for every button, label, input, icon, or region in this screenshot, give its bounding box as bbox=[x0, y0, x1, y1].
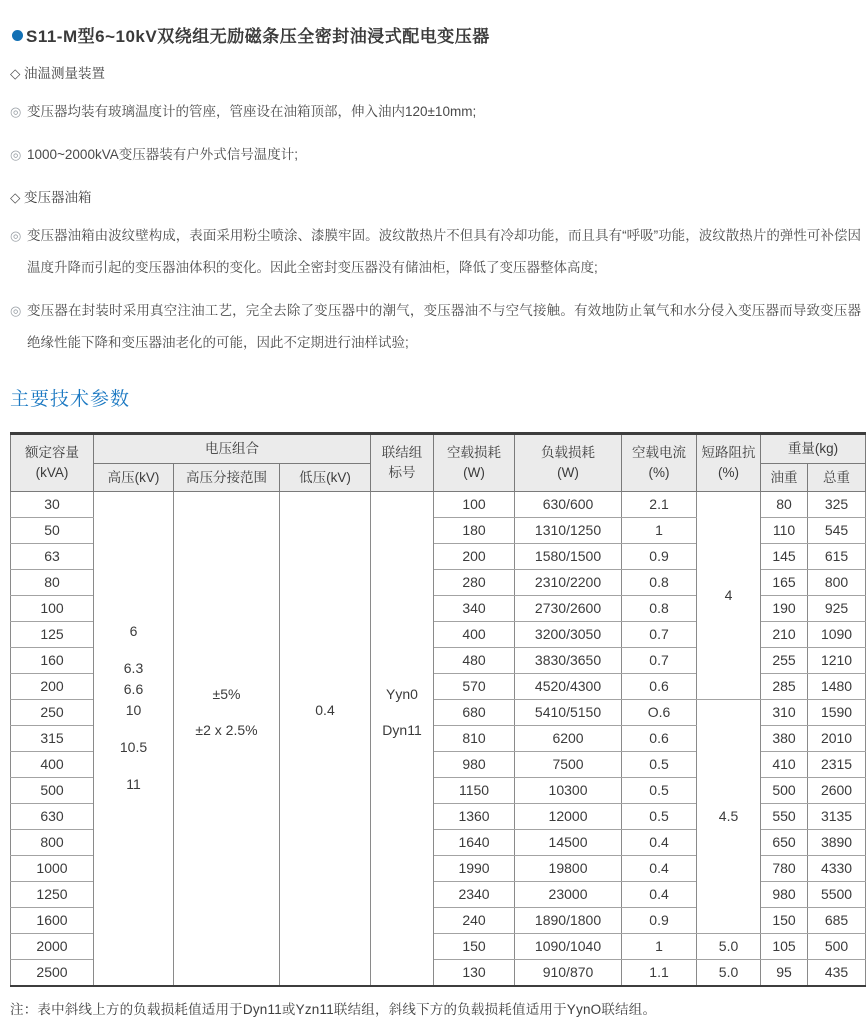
header-load-loss-line2: (W) bbox=[557, 464, 579, 480]
cell-total-weight: 435 bbox=[808, 959, 866, 986]
cell-no-load-current: 0.9 bbox=[622, 543, 697, 569]
cell-total-weight: 1590 bbox=[808, 699, 866, 725]
cell-kva: 80 bbox=[11, 569, 94, 595]
cell-no-load-loss: 180 bbox=[434, 517, 515, 543]
cell-no-load-loss: 280 bbox=[434, 569, 515, 595]
cell-total-weight: 500 bbox=[808, 933, 866, 959]
section-item-text: 1000~2000kVA变压器装有户外式信号温度计; bbox=[27, 146, 298, 162]
section-heading bbox=[10, 64, 861, 85]
cell-no-load-current: 0.4 bbox=[622, 855, 697, 881]
cell-kva: 1000 bbox=[11, 855, 94, 881]
cell-tap-range-value: ±2 x 2.5% bbox=[195, 722, 258, 739]
cell-no-load-current: 0.7 bbox=[622, 621, 697, 647]
cell-load-loss: 1580/1500 bbox=[515, 543, 622, 569]
cell-load-loss: 6200 bbox=[515, 725, 622, 751]
header-capacity-line1: 额定容量 bbox=[25, 445, 79, 461]
cell-load-loss: 5410/5150 bbox=[515, 699, 622, 725]
cell-kva: 200 bbox=[11, 673, 94, 699]
cell-total-weight: 5500 bbox=[808, 881, 866, 907]
cell-total-weight: 3135 bbox=[808, 803, 866, 829]
cell-total-weight: 685 bbox=[808, 907, 866, 933]
header-hv: 高压(kV) bbox=[94, 463, 174, 491]
header-vector-group bbox=[371, 433, 434, 491]
cell-hv-value: 10 bbox=[125, 702, 142, 719]
cell-load-loss: 3200/3050 bbox=[515, 621, 622, 647]
footnote: 注：表中斜线上方的负载损耗值适用于Dyn11或Yzn11联结组，斜线下方的负载损耗值适用于YynO联结组。 bbox=[10, 1001, 657, 1017]
header-impedance-line1: 短路阻抗 bbox=[701, 445, 756, 461]
cell-kva: 2500 bbox=[11, 959, 94, 986]
cell-lv-value: 0.4 bbox=[315, 702, 335, 719]
cell-no-load-current: 0.8 bbox=[622, 595, 697, 621]
cell-kva: 250 bbox=[11, 699, 94, 725]
cell-load-loss: 2310/2200 bbox=[515, 569, 622, 595]
cell-hv-value: 11 bbox=[126, 776, 141, 793]
cell-hv-value: 6.6 bbox=[123, 681, 144, 698]
cell-load-loss: 910/870 bbox=[515, 959, 622, 986]
header-tap-range: 高压分接范围 bbox=[174, 463, 280, 491]
cell-total-weight: 2315 bbox=[808, 751, 866, 777]
cell-oil-weight: 780 bbox=[761, 855, 808, 881]
cell-load-loss: 3830/3650 bbox=[515, 647, 622, 673]
spec-table bbox=[10, 432, 866, 987]
cell-no-load-current: 1 bbox=[622, 517, 697, 543]
cell-no-load-current: 1.1 bbox=[622, 959, 697, 986]
cell-kva: 800 bbox=[11, 829, 94, 855]
header-load-loss-line1: 负载损耗 bbox=[541, 445, 596, 461]
circle-icon: ◎ bbox=[10, 302, 22, 318]
header-lv: 低压(kV) bbox=[280, 463, 371, 491]
header-no-load-loss bbox=[434, 433, 515, 491]
cell-kva: 30 bbox=[11, 491, 94, 517]
cell-load-loss: 630/600 bbox=[515, 491, 622, 517]
section-item-text: 变压器油箱由波纹壁构成，表面采用粉尘喷涂、漆膜牢固。波纹散热片不但具有冷却功能，而且具有“呼吸”功能，波纹散热片的弹性可补偿因温度升降而引起的变压器油体积的变化。因此全密封变压器没有储油柜，降低了变压器整体高度; bbox=[27, 227, 861, 275]
section-item bbox=[10, 295, 861, 359]
cell-oil-weight: 105 bbox=[761, 933, 808, 959]
header-vector-line2: 标号 bbox=[388, 464, 416, 480]
cell-hv-value: 6.3 bbox=[123, 660, 144, 677]
section-item-text: 变压器在封装时采用真空注油工艺，完全去除了变压器中的潮气，变压器油不与空气接触。有效地防止氧气和水分侵入变压器而导致变压器绝缘性能下降和变压器油老化的可能，因此不定期进行油样试验; bbox=[27, 302, 861, 350]
header-capacity bbox=[11, 433, 94, 491]
cell-total-weight: 2600 bbox=[808, 777, 866, 803]
section-heading-text: 变压器油箱 bbox=[24, 189, 92, 205]
section-item bbox=[10, 139, 861, 171]
cell-hv bbox=[94, 491, 174, 986]
header-total-weight: 总重 bbox=[808, 463, 866, 491]
cell-oil-weight: 285 bbox=[761, 673, 808, 699]
cell-no-load-loss: 810 bbox=[434, 725, 515, 751]
cell-tap-range-value: ±5% bbox=[212, 686, 241, 703]
cell-load-loss: 10300 bbox=[515, 777, 622, 803]
cell-no-load-current: 0.9 bbox=[622, 907, 697, 933]
page-title: S11-M型6~10kV双绕组无励磁条压全密封油浸式配电变压器 bbox=[26, 27, 490, 46]
cell-total-weight: 1090 bbox=[808, 621, 866, 647]
cell-no-load-current: 0.4 bbox=[622, 829, 697, 855]
cell-no-load-loss: 240 bbox=[434, 907, 515, 933]
cell-kva: 1250 bbox=[11, 881, 94, 907]
cell-no-load-current: 0.5 bbox=[622, 803, 697, 829]
cell-no-load-loss: 200 bbox=[434, 543, 515, 569]
section-item bbox=[10, 220, 861, 284]
cell-no-load-loss: 1150 bbox=[434, 777, 515, 803]
cell-oil-weight: 165 bbox=[761, 569, 808, 595]
cell-kva: 500 bbox=[11, 777, 94, 803]
cell-oil-weight: 500 bbox=[761, 777, 808, 803]
cell-no-load-current: 0.6 bbox=[622, 725, 697, 751]
cell-no-load-loss: 400 bbox=[434, 621, 515, 647]
cell-no-load-current: O.6 bbox=[622, 699, 697, 725]
cell-vector-group-value: Dyn11 bbox=[382, 722, 422, 739]
cell-oil-weight: 80 bbox=[761, 491, 808, 517]
cell-total-weight: 2010 bbox=[808, 725, 866, 751]
header-weight: 重量(kg) bbox=[761, 433, 866, 463]
table-body bbox=[11, 491, 866, 986]
table-row bbox=[11, 491, 866, 517]
cell-total-weight: 545 bbox=[808, 517, 866, 543]
cell-total-weight: 325 bbox=[808, 491, 866, 517]
cell-load-loss: 7500 bbox=[515, 751, 622, 777]
cell-oil-weight: 550 bbox=[761, 803, 808, 829]
cell-no-load-current: 0.6 bbox=[622, 673, 697, 699]
cell-oil-weight: 980 bbox=[761, 881, 808, 907]
cell-total-weight: 800 bbox=[808, 569, 866, 595]
cell-no-load-current: 0.7 bbox=[622, 647, 697, 673]
page-title-row bbox=[10, 22, 861, 47]
circle-icon: ◎ bbox=[10, 103, 22, 119]
cell-kva: 50 bbox=[11, 517, 94, 543]
cell-load-loss: 23000 bbox=[515, 881, 622, 907]
cell-no-load-loss: 2340 bbox=[434, 881, 515, 907]
header-no-load-current bbox=[622, 433, 697, 491]
cell-lv bbox=[280, 491, 371, 986]
cell-kva: 1600 bbox=[11, 907, 94, 933]
header-capacity-line2: (kVA) bbox=[35, 464, 69, 480]
cell-oil-weight: 110 bbox=[761, 517, 808, 543]
cell-kva: 630 bbox=[11, 803, 94, 829]
cell-load-loss: 2730/2600 bbox=[515, 595, 622, 621]
cell-total-weight: 1480 bbox=[808, 673, 866, 699]
cell-vector-group-value: Yyn0 bbox=[386, 686, 418, 703]
cell-oil-weight: 210 bbox=[761, 621, 808, 647]
cell-no-load-loss: 570 bbox=[434, 673, 515, 699]
section-heading-text: 油温测量装置 bbox=[24, 66, 105, 81]
cell-oil-weight: 650 bbox=[761, 829, 808, 855]
params-heading: 主要技术参数 bbox=[10, 388, 131, 410]
cell-load-loss: 1890/1800 bbox=[515, 907, 622, 933]
header-no-load-current-line1: 空载电流 bbox=[632, 445, 687, 461]
cell-no-load-current: 1 bbox=[622, 933, 697, 959]
cell-vector-group bbox=[371, 491, 434, 986]
cell-no-load-loss: 480 bbox=[434, 647, 515, 673]
header-no-load-current-line2: (%) bbox=[648, 464, 670, 480]
cell-no-load-loss: 1640 bbox=[434, 829, 515, 855]
cell-hv-value: 6 bbox=[129, 623, 138, 640]
cell-no-load-current: 0.4 bbox=[622, 881, 697, 907]
cell-kva: 63 bbox=[11, 543, 94, 569]
cell-load-loss: 1090/1040 bbox=[515, 933, 622, 959]
cell-no-load-loss: 150 bbox=[434, 933, 515, 959]
cell-oil-weight: 95 bbox=[761, 959, 808, 986]
circle-icon: ◎ bbox=[10, 227, 22, 243]
cell-no-load-current: 0.8 bbox=[622, 569, 697, 595]
cell-total-weight: 1210 bbox=[808, 647, 866, 673]
header-no-load-loss-line2: (W) bbox=[463, 464, 485, 480]
header-voltage-combo: 电压组合 bbox=[94, 433, 371, 463]
section-item bbox=[10, 96, 861, 128]
diamond-icon: ◇ bbox=[10, 66, 21, 81]
cell-no-load-loss: 1360 bbox=[434, 803, 515, 829]
cell-no-load-loss: 980 bbox=[434, 751, 515, 777]
cell-no-load-loss: 680 bbox=[434, 699, 515, 725]
header-vector-line1: 联结组 bbox=[381, 445, 423, 461]
cell-load-loss: 12000 bbox=[515, 803, 622, 829]
cell-total-weight: 4330 bbox=[808, 855, 866, 881]
cell-load-loss: 19800 bbox=[515, 855, 622, 881]
cell-oil-weight: 380 bbox=[761, 725, 808, 751]
cell-kva: 400 bbox=[11, 751, 94, 777]
cell-oil-weight: 310 bbox=[761, 699, 808, 725]
cell-load-loss: 4520/4300 bbox=[515, 673, 622, 699]
header-load-loss bbox=[515, 433, 622, 491]
circle-icon: ◎ bbox=[10, 146, 22, 162]
cell-kva: 315 bbox=[11, 725, 94, 751]
cell-kva: 160 bbox=[11, 647, 94, 673]
header-impedance bbox=[697, 433, 761, 491]
header-impedance-line2: (%) bbox=[718, 464, 740, 480]
cell-total-weight: 3890 bbox=[808, 829, 866, 855]
section-heading bbox=[10, 188, 861, 209]
cell-tap-range bbox=[174, 491, 280, 986]
cell-no-load-loss: 1990 bbox=[434, 855, 515, 881]
cell-no-load-current: 0.5 bbox=[622, 777, 697, 803]
cell-total-weight: 925 bbox=[808, 595, 866, 621]
header-no-load-loss-line1: 空载损耗 bbox=[447, 445, 502, 461]
cell-load-loss: 1310/1250 bbox=[515, 517, 622, 543]
cell-hv-value: 10.5 bbox=[119, 739, 148, 756]
cell-total-weight: 615 bbox=[808, 543, 866, 569]
cell-oil-weight: 150 bbox=[761, 907, 808, 933]
cell-load-loss: 14500 bbox=[515, 829, 622, 855]
cell-kva: 2000 bbox=[11, 933, 94, 959]
cell-no-load-current: 2.1 bbox=[622, 491, 697, 517]
cell-oil-weight: 145 bbox=[761, 543, 808, 569]
cell-impedance: 4 bbox=[697, 491, 761, 699]
cell-impedance: 4.5 bbox=[697, 699, 761, 933]
cell-oil-weight: 255 bbox=[761, 647, 808, 673]
cell-no-load-current: 0.5 bbox=[622, 751, 697, 777]
cell-impedance: 5.0 bbox=[697, 933, 761, 959]
cell-impedance: 5.0 bbox=[697, 959, 761, 986]
cell-kva: 100 bbox=[11, 595, 94, 621]
cell-oil-weight: 190 bbox=[761, 595, 808, 621]
cell-no-load-loss: 100 bbox=[434, 491, 515, 517]
cell-oil-weight: 410 bbox=[761, 751, 808, 777]
cell-kva: 125 bbox=[11, 621, 94, 647]
cell-no-load-loss: 340 bbox=[434, 595, 515, 621]
cell-no-load-loss: 130 bbox=[434, 959, 515, 986]
section-item-text: 变压器均装有玻璃温度计的管座，管座设在油箱顶部，伸入油内120±10mm; bbox=[27, 103, 477, 119]
bullet-icon bbox=[12, 30, 23, 41]
header-oil-weight: 油重 bbox=[761, 463, 808, 491]
diamond-icon: ◇ bbox=[10, 189, 21, 205]
